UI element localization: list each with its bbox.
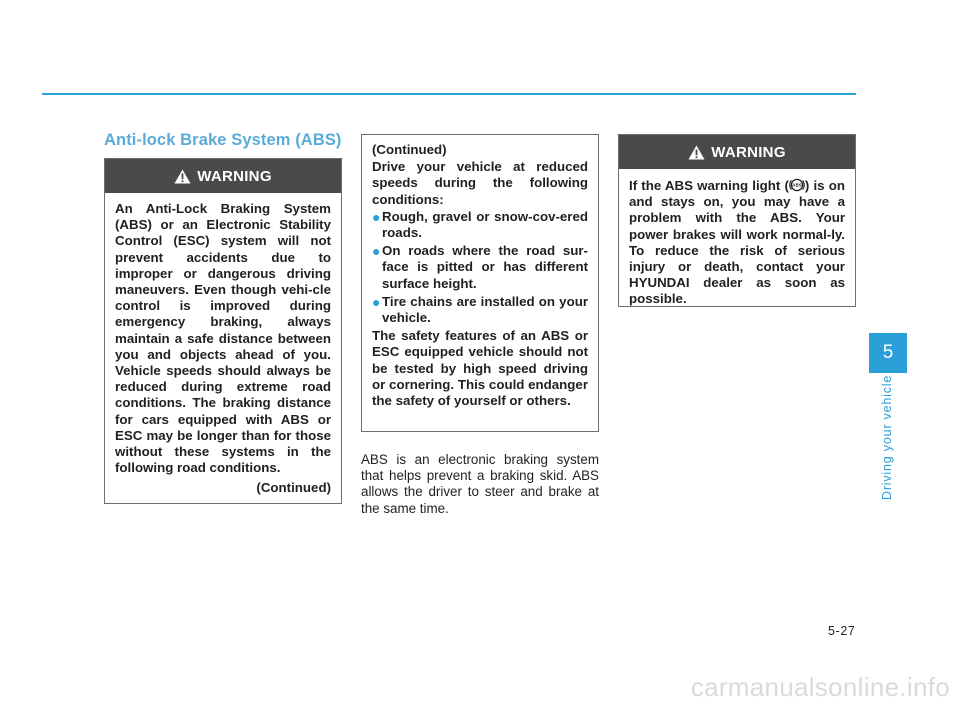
page-number: 5-27 bbox=[828, 624, 856, 638]
warning-box-abs-limits bbox=[104, 158, 342, 504]
warning-text: If the ABS warning light ( ABS ) is on and stays on, you may have a problem with the ABS. Your power brakes will work normal-ly. To reduce the risk of serious injury or death, contact your HYUNDAI dealer as soon as possible. bbox=[629, 178, 845, 307]
warning-triangle-icon bbox=[688, 145, 705, 160]
top-divider bbox=[42, 93, 856, 95]
continued-label: (Continued) bbox=[372, 142, 447, 157]
list-item: ● Rough, gravel or snow-cov-ered roads. bbox=[372, 208, 588, 241]
warning-text: An Anti-Lock Braking System (ABS) or an Electronic Stability Control (ESC) system will not prevent accidents due to improper or dangerous driving maneuvers. Even though vehi-cle control is improved during emergency braking, always maintain a safe distance between you and objects ahead of you. Vehicle speeds should always be reduced during extreme road conditions. The braking distance for cars equipped with ABS or ESC may be longer than for those without these systems in the following road conditions. bbox=[115, 201, 331, 476]
continued-closing: The safety features of an ABS or ESC equipped vehicle should not be tested by high speed driving or cornering. This could endanger the safety of yourself or others. bbox=[372, 328, 588, 409]
chapter-title: Driving your vehicle bbox=[880, 374, 894, 500]
list-item: ● Tire chains are installed on your vehicle. bbox=[372, 293, 588, 326]
watermark-link[interactable]: carmanualsonline.info bbox=[690, 672, 950, 702]
bullet-icon: ● bbox=[372, 243, 381, 260]
warning-triangle-icon bbox=[174, 169, 191, 184]
chapter-tab: 5 bbox=[869, 333, 907, 373]
bullet-icon: ● bbox=[372, 208, 381, 225]
abs-description: ABS is an electronic braking system that helps prevent a braking skid. ABS allows the driver to steer and brake at the same time. bbox=[361, 452, 599, 516]
warning-box-continued bbox=[361, 134, 599, 432]
continued-intro: Drive your vehicle at reduced speeds during the following conditions: bbox=[372, 159, 588, 207]
warning-header bbox=[105, 159, 341, 193]
continued-label: (Continued) bbox=[256, 480, 331, 496]
warning-box-abs-light bbox=[618, 134, 856, 307]
bullet-icon: ● bbox=[372, 293, 381, 310]
road-condition-list bbox=[372, 209, 588, 326]
warning-label: WARNING bbox=[711, 143, 786, 161]
svg-text:ABS: ABS bbox=[792, 182, 802, 188]
list-item: ● On roads where the road sur-face is pitted or has different surface height. bbox=[372, 243, 588, 291]
abs-warning-light-icon bbox=[789, 177, 805, 193]
section-title: Anti-lock Brake System (ABS) bbox=[104, 131, 342, 149]
warning-label: WARNING bbox=[197, 167, 272, 185]
warning-header bbox=[619, 135, 855, 169]
